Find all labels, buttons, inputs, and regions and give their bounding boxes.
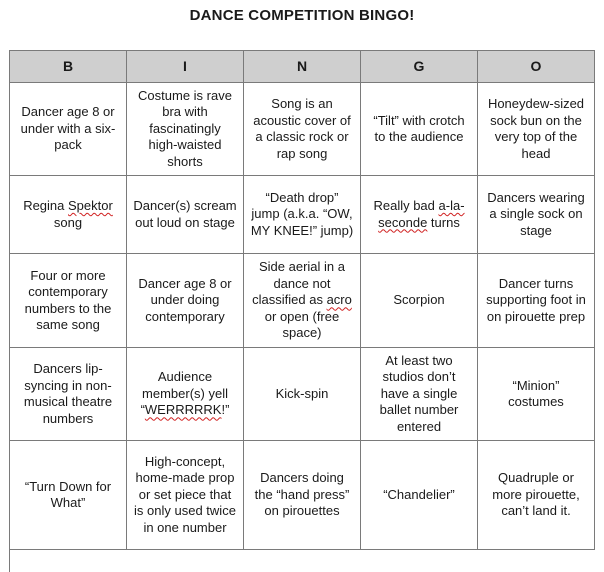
header-i: I — [127, 51, 244, 83]
bingo-row — [10, 348, 595, 441]
square-text: High-concept, home-made prop or set piece that is only used twice in one number — [134, 453, 236, 535]
bingo-square — [10, 83, 127, 176]
bingo-square — [244, 254, 361, 348]
bingo-square — [127, 441, 244, 550]
square-text-flagged: acro — [326, 292, 352, 308]
square-text: Dancer turns supporting foot in on pirouette prep — [486, 275, 586, 324]
bingo-square — [361, 348, 478, 441]
bingo-card — [9, 50, 595, 550]
square-text: “Turn Down for What” — [24, 478, 112, 510]
square-text: Dancers wearing a single sock on stage — [487, 189, 585, 238]
square-text: At least two studios don’t have a single ballet number entered — [379, 352, 459, 434]
bingo-square — [244, 441, 361, 550]
bingo-square — [10, 254, 127, 348]
bingo-square — [361, 83, 478, 176]
square-text: song — [53, 214, 83, 230]
bingo-square — [10, 348, 127, 441]
bingo-square — [361, 254, 478, 348]
square-text: Dancers doing the “hand press” on pirouettes — [254, 470, 350, 519]
header-n: N — [244, 51, 361, 83]
square-text: Dancer(s) scream out loud on stage — [133, 198, 237, 230]
page-edge-line — [9, 548, 10, 572]
square-text: “Chandelier” — [383, 486, 455, 502]
bingo-square — [127, 83, 244, 176]
square-text: Dancer age 8 or under doing contemporary — [138, 275, 232, 324]
square-text: Scorpion — [393, 292, 445, 308]
square-text: Really bad — [373, 198, 439, 213]
bingo-square — [10, 176, 127, 254]
header-g: G — [361, 51, 478, 83]
square-text: “Tilt” with crotch to the audience — [373, 112, 465, 144]
square-text: Audience member(s) yell “ — [140, 369, 228, 418]
bingo-square — [244, 348, 361, 441]
bingo-square — [244, 83, 361, 176]
page-title: DANCE COMPETITION BINGO! — [189, 7, 415, 24]
square-text: Side aerial in a dance not classified as — [252, 259, 345, 308]
square-text: Regina — [23, 198, 68, 213]
square-text: Honeydew-sized sock bun on the very top of the head — [487, 96, 585, 161]
square-text-flagged: Spektor — [68, 198, 113, 213]
square-text: Dancer age 8 or under with a six-pack — [20, 104, 116, 153]
bingo-row — [10, 83, 595, 176]
square-text: Four or more contemporary numbers to the same song — [24, 267, 112, 332]
square-text: Dancers lip-syncing in non-musical theatre numbers — [23, 361, 113, 426]
bingo-row — [10, 441, 595, 550]
bingo-square — [478, 83, 595, 176]
square-text: Quadruple or more pirouette, can’t land it. — [492, 470, 580, 519]
square-text: or open (free space) — [264, 308, 340, 341]
bingo-row — [10, 176, 595, 254]
square-text-flagged: WERRRRRK — [144, 402, 222, 418]
square-text: Song is an acoustic cover of a classic rock or rap song — [253, 96, 351, 161]
bingo-square — [127, 176, 244, 254]
square-text: turns — [427, 214, 460, 230]
bingo-square — [127, 254, 244, 348]
bingo-square — [478, 348, 595, 441]
bingo-square — [478, 254, 595, 348]
bingo-square — [10, 441, 127, 550]
bingo-square — [361, 441, 478, 550]
square-text: !” — [221, 402, 230, 418]
bingo-square — [478, 176, 595, 254]
square-text: Kick-spin — [275, 385, 329, 401]
bingo-square — [244, 176, 361, 254]
bingo-square — [361, 176, 478, 254]
header-b: B — [10, 51, 127, 83]
bingo-row — [10, 254, 595, 348]
header-row — [10, 51, 595, 83]
header-o: O — [478, 51, 595, 83]
bingo-square — [478, 441, 595, 550]
square-text: Costume is rave bra with fascinatingly high-waisted shorts — [138, 87, 232, 169]
bingo-square — [127, 348, 244, 441]
square-text: “Death drop” jump (a.k.a. “OW, MY KNEE!” jump) — [250, 189, 354, 238]
square-text-flagged: a-la-seconde — [378, 198, 465, 230]
square-text: “Minion” costumes — [508, 377, 564, 409]
